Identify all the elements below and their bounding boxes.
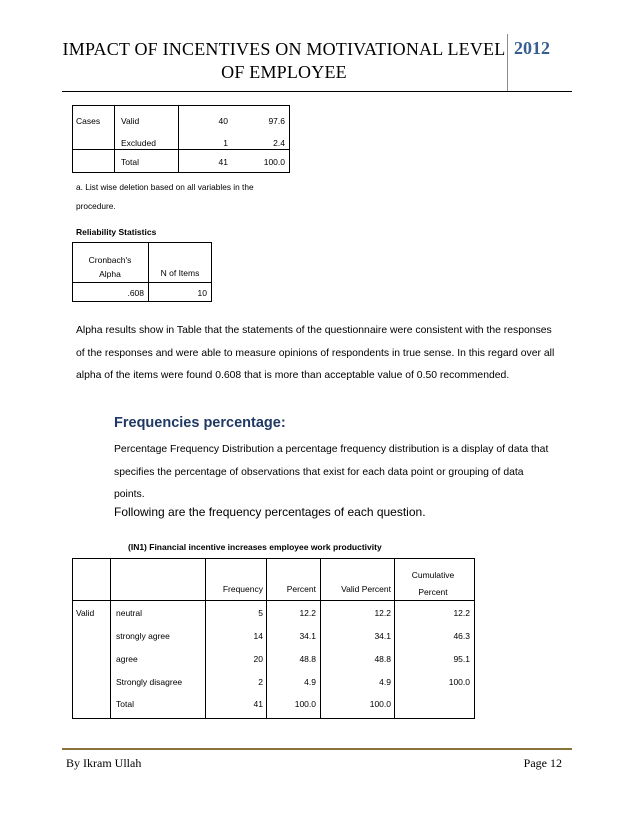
- table-cell-frequency: 41: [253, 699, 263, 709]
- header-divider: [507, 34, 508, 92]
- reliability-table-divider: [72, 282, 211, 283]
- cases-table-divider: [178, 105, 179, 172]
- alpha-header-line1: Cronbach's: [88, 255, 132, 265]
- page-header-title: [62, 38, 506, 84]
- footer-rule: [62, 748, 572, 750]
- col-header-cumulative: [396, 567, 470, 601]
- header-rule: [62, 91, 572, 92]
- table-cell-cumulative: 95.1: [453, 654, 470, 664]
- frequency-table-divider: [320, 558, 321, 719]
- footer-author: By Ikram Ullah: [66, 756, 142, 770]
- paragraph-line: alpha of the items were found 0.608 that is more than acceptable value of 0.50 recommended.: [76, 370, 510, 381]
- table-row-label: strongly agree: [116, 631, 170, 641]
- cases-table-divider: [72, 149, 289, 150]
- footnote-line: procedure.: [76, 201, 116, 211]
- header-title-line2: OF EMPLOYEE: [221, 62, 347, 82]
- frequency-definition-paragraph: [114, 439, 574, 507]
- table-row-label: neutral: [116, 608, 142, 618]
- reliability-table-divider: [148, 242, 149, 302]
- cases-row-pct: 97.6: [268, 116, 285, 126]
- paragraph-line: of the responses and were able to measure opinions of respondents in true sense. In this regard over all: [76, 347, 555, 359]
- cumulative-header-line2: Percent: [418, 587, 448, 597]
- paragraph-line: points.: [114, 489, 145, 500]
- table-cell-frequency: 2: [258, 677, 263, 687]
- header-year: 2012: [514, 38, 550, 58]
- table-cell-frequency: 5: [258, 608, 263, 618]
- cases-row-n: 40: [218, 116, 228, 126]
- paragraph-line: Alpha results show in Table that the statements of the questionnaire were consistent with the responses: [76, 325, 552, 336]
- frequency-table-divider: [266, 558, 267, 719]
- cases-row-pct: 100.0: [263, 157, 285, 167]
- table-cell-cumulative: 46.3: [453, 631, 470, 641]
- table-cell-cumulative: 100.0: [448, 677, 470, 687]
- table-cell-percent: 100.0: [294, 699, 316, 709]
- table-cell-frequency: 14: [253, 631, 263, 641]
- frequency-table-divider: [205, 558, 206, 719]
- cases-row-n: 1: [223, 138, 228, 148]
- alpha-header-line2: Alpha: [99, 269, 121, 279]
- cumulative-header-line1: Cumulative: [411, 570, 455, 580]
- table-cell-frequency: 20: [253, 654, 263, 664]
- cases-row-label: Valid: [121, 116, 140, 126]
- table-cell-valid-percent: 4.9: [379, 677, 391, 687]
- cases-row-pct: 2.4: [273, 138, 285, 148]
- col-header-valid-percent: Valid Percent: [341, 584, 391, 594]
- frequency-intro-line: Following are the frequency percentages of each question.: [114, 505, 426, 519]
- cases-footnote: [76, 178, 296, 216]
- table-row-label: Strongly disagree: [116, 677, 183, 687]
- frequency-table-divider: [110, 558, 111, 719]
- cases-row-n: 41: [218, 157, 228, 167]
- reliability-items-value: 10: [197, 288, 207, 298]
- table-cell-percent: 34.1: [299, 631, 316, 641]
- alpha-results-paragraph: [76, 320, 576, 388]
- col-header-frequency: Frequency: [222, 584, 263, 594]
- cases-table-divider: [114, 105, 115, 172]
- table-cell-valid-percent: 100.0: [369, 699, 391, 709]
- table-cell-cumulative: 12.2: [453, 608, 470, 618]
- table-row-label: agree: [116, 654, 138, 664]
- cases-row-label: Total: [121, 157, 139, 167]
- reliability-col-alpha-header: [74, 253, 146, 281]
- frequencies-heading: Frequencies percentage:: [114, 415, 286, 431]
- paragraph-line: Percentage Frequency Distribution a percentage frequency distribution is a display of data that: [114, 444, 549, 455]
- table-cell-valid-percent: 12.2: [374, 608, 391, 618]
- paragraph-line: specifies the percentage of observations that exist for each data point or grouping of data: [114, 466, 524, 478]
- col-header-percent: Percent: [286, 584, 316, 594]
- table-cell-percent: 48.8: [299, 654, 316, 664]
- cases-group-label: Cases: [76, 116, 101, 126]
- table-cell-percent: 4.9: [304, 677, 316, 687]
- reliability-col-items-header: N of Items: [160, 268, 200, 278]
- table-cell-percent: 12.2: [299, 608, 316, 618]
- footnote-line: a. List wise deletion based on all variables in the: [76, 182, 254, 192]
- reliability-alpha-value: .608: [127, 288, 144, 298]
- cases-row-label: Excluded: [121, 138, 156, 148]
- table-cell-valid-percent: 34.1: [374, 631, 391, 641]
- header-title-line1: IMPACT OF INCENTIVES ON MOTIVATIONAL LEVEL: [62, 39, 506, 59]
- table-cell-valid-percent: 48.8: [374, 654, 391, 664]
- footer-page-number: Page 12: [523, 756, 562, 770]
- reliability-title: Reliability Statistics: [76, 227, 157, 237]
- frequency-table-title: (IN1) Financial incentive increases employee work productivity: [128, 542, 382, 552]
- frequency-table-divider: [394, 558, 395, 719]
- valid-group-label: Valid: [76, 608, 95, 618]
- table-row-label: Total: [116, 699, 134, 709]
